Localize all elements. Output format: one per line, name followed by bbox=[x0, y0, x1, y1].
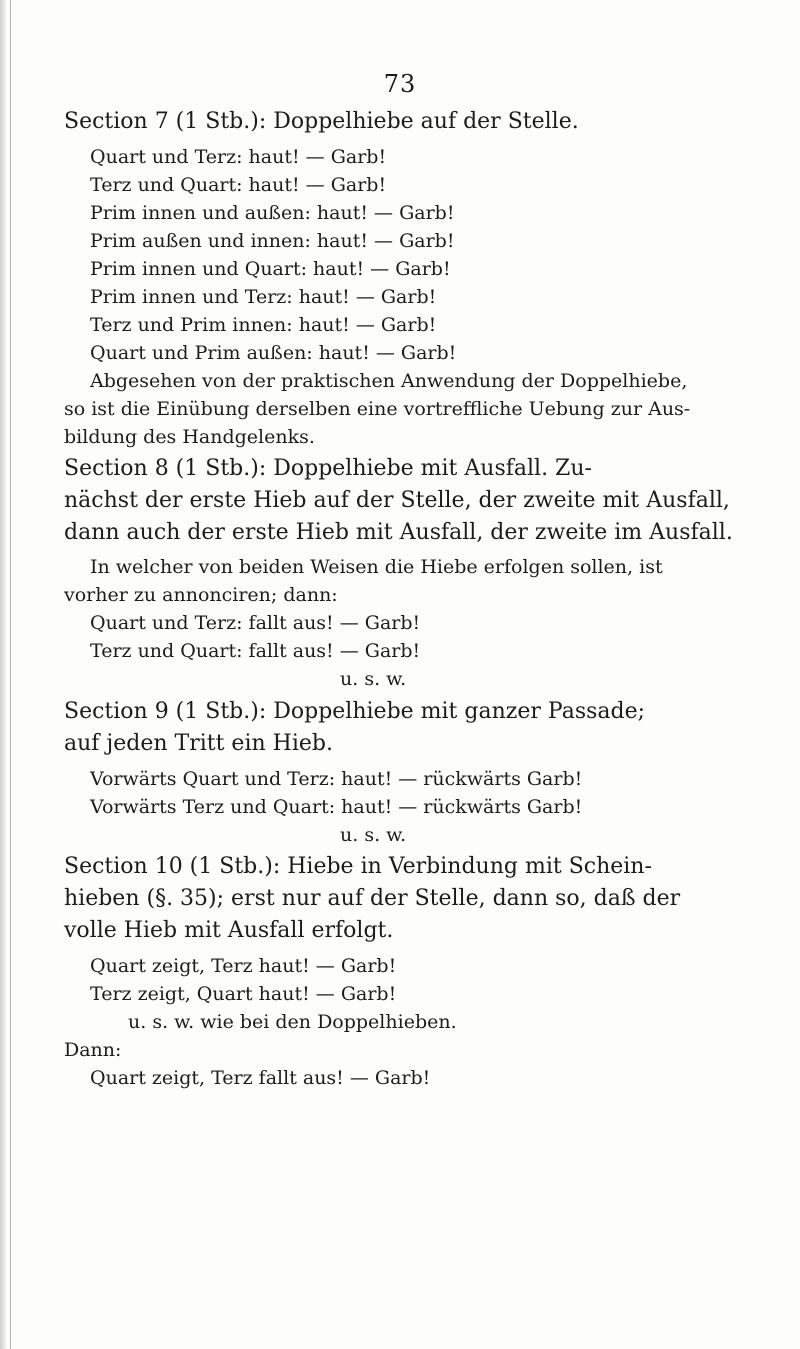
drill-line: Prim innen und Terz: haut! — Garb! bbox=[90, 286, 437, 308]
paragraph-line: In welcher von beiden Weisen die Hiebe erfolgen sollen, ist bbox=[90, 556, 663, 578]
paragraph-line: Dann: bbox=[64, 1039, 122, 1061]
paragraph-line: bildung des Handgelenks. bbox=[64, 426, 315, 448]
section-9-heading: Section 9 (1 Stb.): Doppelhiebe mit ganzer Passade; bbox=[64, 699, 646, 724]
section-9-heading-cont: auf jeden Tritt ein Hieb. bbox=[64, 731, 333, 756]
drill-line: Terz und Prim innen: haut! — Garb! bbox=[90, 314, 437, 336]
drill-line: Vorwärts Terz und Quart: haut! — rückwärts Garb! bbox=[90, 796, 583, 818]
paragraph-line: so ist die Einübung derselben eine vortreffliche Uebung zur Aus- bbox=[64, 398, 691, 420]
drill-line: Prim außen und innen: haut! — Garb! bbox=[90, 230, 455, 252]
etc-line: u. s. w. bbox=[340, 668, 407, 690]
drill-line: Terz und Quart: haut! — Garb! bbox=[90, 174, 387, 196]
paragraph-line: vorher zu annonciren; dann: bbox=[64, 584, 338, 606]
section-10-heading-cont: volle Hieb mit Ausfall erfolgt. bbox=[64, 918, 394, 943]
drill-line: Prim innen und Quart: haut! — Garb! bbox=[90, 258, 451, 280]
drill-line: Terz zeigt, Quart haut! — Garb! bbox=[90, 983, 397, 1005]
drill-line: Quart und Terz: fallt aus! — Garb! bbox=[90, 612, 421, 634]
drill-line: Vorwärts Quart und Terz: haut! — rückwärts Garb! bbox=[90, 768, 583, 790]
section-7-heading: Section 7 (1 Stb.): Doppelhiebe auf der Stelle. bbox=[64, 109, 579, 134]
etc-line: u. s. w. wie bei den Doppelhieben. bbox=[128, 1011, 457, 1033]
drill-line: Quart und Terz: haut! — Garb! bbox=[90, 146, 387, 168]
section-10-heading-cont: hieben (§. 35); erst nur auf der Stelle, dann so, daß der bbox=[64, 886, 681, 911]
section-8-heading-cont: nächst der erste Hieb auf der Stelle, der zweite mit Ausfall, bbox=[64, 488, 730, 513]
drill-line: Quart zeigt, Terz fallt aus! — Garb! bbox=[90, 1067, 431, 1089]
scan-edge bbox=[0, 0, 6, 1349]
drill-line: Quart und Prim außen: haut! — Garb! bbox=[90, 342, 457, 364]
section-10-heading: Section 10 (1 Stb.): Hiebe in Verbindung mit Schein- bbox=[64, 854, 652, 879]
section-8-heading-cont: dann auch der erste Hieb mit Ausfall, der zweite im Ausfall. bbox=[64, 520, 733, 545]
scan-edge-line bbox=[10, 0, 11, 1349]
drill-line: Prim innen und außen: haut! — Garb! bbox=[90, 202, 455, 224]
page-number: 73 bbox=[383, 70, 417, 98]
drill-line: Terz und Quart: fallt aus! — Garb! bbox=[90, 640, 421, 662]
section-8-heading: Section 8 (1 Stb.): Doppelhiebe mit Ausfall. Zu- bbox=[64, 456, 592, 481]
paragraph-line: Abgesehen von der praktischen Anwendung der Doppelhiebe, bbox=[90, 370, 688, 392]
etc-line: u. s. w. bbox=[340, 824, 407, 846]
drill-line: Quart zeigt, Terz haut! — Garb! bbox=[90, 955, 397, 977]
